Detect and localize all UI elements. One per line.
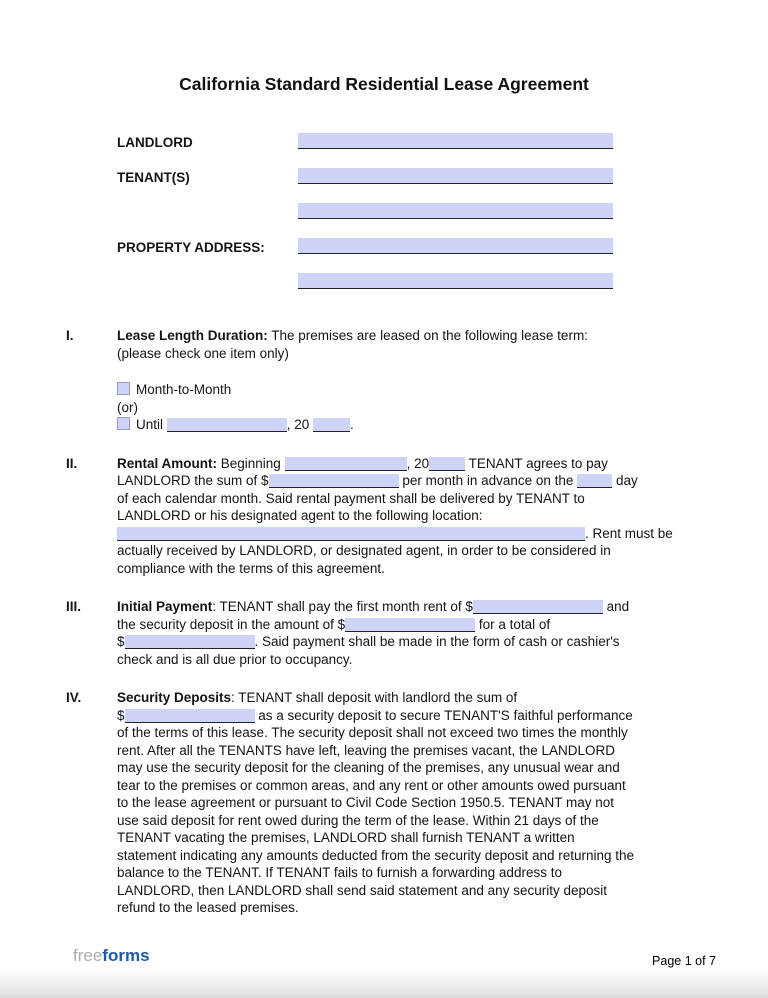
text-line <box>117 742 717 760</box>
blank-fill-field[interactable] <box>285 457 407 471</box>
spacer <box>117 362 717 381</box>
text-line <box>117 490 717 508</box>
blank-fill-field[interactable] <box>429 457 465 471</box>
text-run: the security deposit in the amount of $ <box>117 616 346 632</box>
text-run: . Said payment shall be made in the form of cash or cashier's <box>254 634 620 649</box>
blank-fill-field[interactable] <box>117 527 585 541</box>
page-number: Page 1 of 7 <box>652 954 716 968</box>
text-run: $ <box>117 634 125 649</box>
lease-sections <box>66 327 768 917</box>
section-rental-amount <box>66 455 768 578</box>
tenants-2-label <box>117 203 298 204</box>
text-run: : TENANT shall pay the first month rent of $ <box>212 599 473 614</box>
text-run: , 20 <box>286 417 314 432</box>
blank-fill-field[interactable] <box>269 474 399 488</box>
text-run: Month-to-Month <box>136 382 232 397</box>
text-line <box>117 759 717 777</box>
property-address-2-input[interactable] <box>298 273 613 289</box>
blank-fill-field[interactable] <box>167 418 287 432</box>
text-run: , 20 <box>406 455 430 471</box>
text-run: TENANT vacating the premises, LANDLORD shall furnish TENANT a written <box>117 830 575 845</box>
text-run: Rental Amount: <box>117 455 217 471</box>
blank-fill-field[interactable] <box>577 474 612 488</box>
text-line <box>117 829 717 847</box>
section-numeral: I. <box>66 328 74 343</box>
text-line <box>117 882 717 900</box>
blank-fill-field[interactable] <box>125 709 255 723</box>
text-run: Initial Payment <box>117 599 213 614</box>
text-line <box>117 689 717 707</box>
text-run: tear to the premises or common areas, and any rent or other amounts owed pursuant <box>117 777 626 793</box>
text-run: statement indicating any amounts deducted from the security deposit and returning the <box>117 847 635 863</box>
checkbox-month-to-month[interactable] <box>117 382 130 395</box>
header-field-row <box>117 273 768 308</box>
section-lease-length-duration <box>66 327 768 434</box>
text-run: LANDLORD, then LANDLORD shall send said statement and any security deposit <box>117 882 607 898</box>
text-run: Security Deposits <box>117 690 232 705</box>
tenants-label: TENANT(S) <box>117 170 190 185</box>
text-run: to the lease agreement or pursuant to Civil Code Section 1950.5. TENANT may not <box>117 795 615 810</box>
section-body <box>117 455 717 578</box>
text-run: The premises are leased on the following lease term: <box>267 328 588 343</box>
text-run: (please check one item only) <box>117 345 289 361</box>
text-line <box>117 724 717 742</box>
text-run: per month in advance on the <box>398 473 578 488</box>
text-line <box>117 794 717 812</box>
header-fields <box>117 133 768 308</box>
text-line <box>117 345 717 363</box>
text-run: for a total of <box>475 616 551 632</box>
freeforms-logo <box>73 946 150 966</box>
text-line <box>117 847 717 865</box>
text-run: compliance with the terms of this agreement. <box>117 560 385 576</box>
text-run: as a security deposit to secure TENANT'S faithful performance <box>254 707 633 723</box>
section-body <box>117 598 717 668</box>
blank-fill-field[interactable] <box>473 600 603 614</box>
text-line <box>117 327 717 345</box>
text-line <box>117 472 717 490</box>
brand-forms-text: forms <box>102 946 150 965</box>
property-address-2-label <box>117 273 298 274</box>
text-line <box>117 899 717 917</box>
text-line <box>117 616 717 634</box>
text-run: . Rent must be <box>585 525 673 541</box>
text-run: day <box>612 473 638 488</box>
text-run: rent. After all the TENANTS have left, leaving the premises vacant, the LANDLORD <box>117 742 615 758</box>
text-run: balance to the TENANT. If TENANT fails to furnish a forwarding address to <box>117 865 562 880</box>
header-field-row <box>117 203 768 238</box>
page-bottom-shade <box>0 968 768 998</box>
section-body <box>117 327 717 434</box>
text-run: check and is all due prior to occupancy. <box>117 651 353 667</box>
blank-fill-field[interactable] <box>313 418 350 432</box>
text-run: of the terms of this lease. The security deposit shall not exceed two times the monthly <box>117 725 628 740</box>
text-run: . <box>350 417 354 432</box>
section-body <box>117 689 717 917</box>
text-line <box>117 812 717 830</box>
text-line <box>117 399 717 417</box>
text-run: actually received by LANDLORD, or designated agent, in order to be considered in <box>117 543 611 558</box>
text-run: refund to the leased premises. <box>117 900 299 915</box>
text-run: may use the security deposit for the cleaning of the premises, any unusual wear and <box>117 760 620 775</box>
text-line <box>117 455 717 473</box>
text-line <box>117 864 717 882</box>
text-line <box>117 707 717 725</box>
text-run: Lease Length Duration: <box>117 328 268 343</box>
text-run: (or) <box>117 399 138 415</box>
brand-free-text: free <box>73 946 103 965</box>
property-address-input[interactable] <box>298 238 613 254</box>
document-title: California Standard Residential Lease Agreement <box>179 74 589 94</box>
header-field-row <box>117 133 768 168</box>
text-run: LANDLORD or his designated agent to the following location: <box>117 508 483 523</box>
text-line <box>117 777 717 795</box>
blank-fill-field[interactable] <box>345 618 475 632</box>
header-field-row <box>117 238 768 273</box>
text-line <box>117 416 717 434</box>
text-run: use said deposit for rent owed during the term of the lease. Within 21 days of the <box>117 812 599 828</box>
text-run: Beginning <box>217 455 285 471</box>
section-numeral: II. <box>66 455 78 471</box>
checkbox-fixed-term[interactable] <box>117 417 130 430</box>
section-numeral: III. <box>66 599 82 614</box>
section-security-deposits <box>66 689 768 917</box>
section-numeral: IV. <box>66 690 82 705</box>
text-run: Until <box>136 417 167 432</box>
text-line <box>117 560 717 578</box>
text-run: : TENANT shall deposit with landlord the sum of <box>231 690 518 705</box>
text-line <box>117 651 717 669</box>
text-run: LANDLORD the sum of $ <box>117 473 269 488</box>
text-line <box>117 507 717 525</box>
tenants-2-input[interactable] <box>298 203 613 219</box>
text-run: of each calendar month. Said rental payment shall be delivered by TENANT to <box>117 490 585 506</box>
text-line <box>117 542 717 560</box>
text-run: and <box>602 599 630 614</box>
text-line <box>117 381 717 399</box>
header-field-row <box>117 168 768 203</box>
section-initial-payment <box>66 598 768 668</box>
text-run: TENANT agrees to pay <box>465 455 608 471</box>
landlord-label: LANDLORD <box>117 135 193 150</box>
text-run: $ <box>117 707 125 723</box>
property-address-label: PROPERTY ADDRESS: <box>117 240 265 255</box>
landlord-input[interactable] <box>298 133 613 149</box>
text-line <box>117 598 717 616</box>
text-line <box>117 633 717 651</box>
text-line <box>117 525 717 543</box>
tenants-input[interactable] <box>298 168 613 184</box>
blank-fill-field[interactable] <box>125 635 255 649</box>
